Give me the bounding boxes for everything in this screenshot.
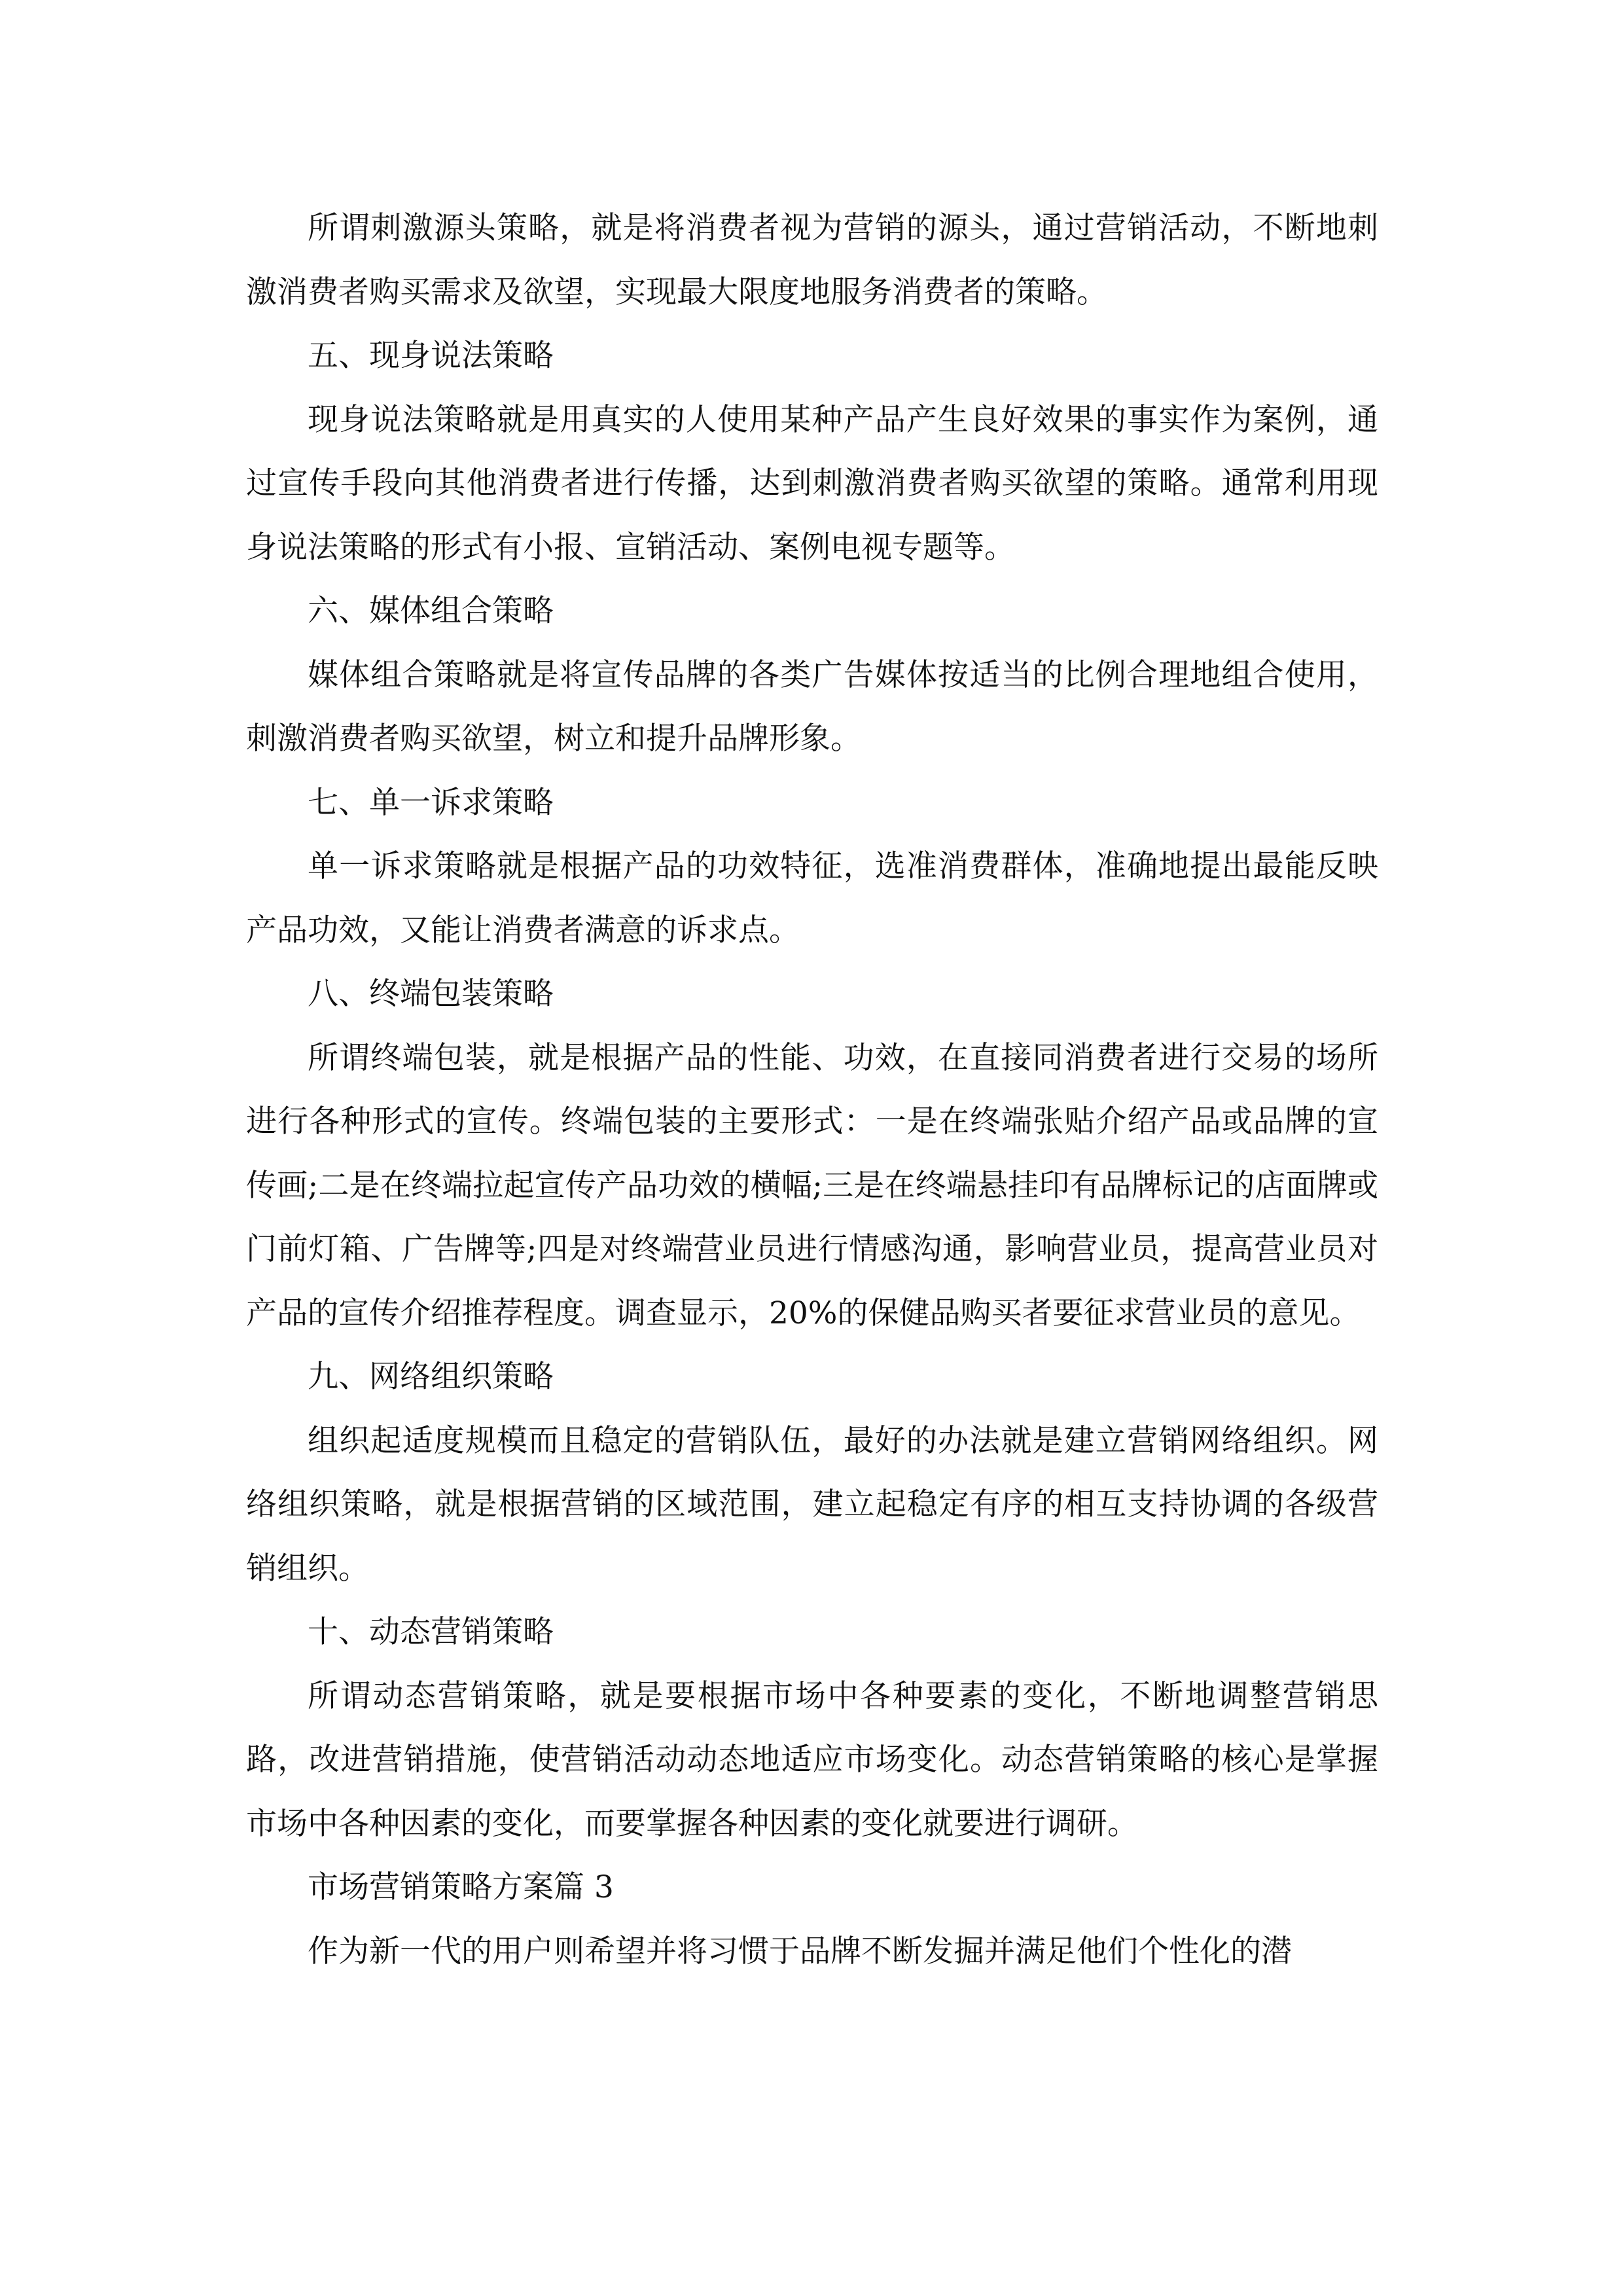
article-heading-3: 市场营销策略方案篇 3 [308, 1869, 614, 1905]
paragraph-testimonial: 现身说法策略就是用真实的人使用某种产品产生良好效果的事实作为案例，通过宣传手段向其他消费者进行传播，达到刺激消费者购买欲望的策略。通常利用现身说法策略的形式有小报、宣销活动、案例电视专题等。 [246, 401, 1378, 565]
paragraph-network-organization: 组织起适度规模而且稳定的营销队伍，最好的办法就是建立营销网络组织。网络组织策略，就是根据营销的区域范围，建立起稳定有序的相互支持协调的各级营销组织。 [246, 1422, 1378, 1587]
paragraph-single-appeal: 单一诉求策略就是根据产品的功效特征，选准消费群体，准确地提出最能反映产品功效，又能让消费者满意的诉求点。 [246, 848, 1378, 948]
section-heading-7: 七、单一诉求策略 [308, 784, 554, 821]
document-body [246, 196, 1378, 1983]
paragraph-dynamic-marketing: 所谓动态营销策略，就是要根据市场中各种要素的变化，不断地调整营销思路，改进营销措施，使营销活动动态地适应市场变化。动态营销策略的核心是掌握市场中各种因素的变化，而要掌握各种因素的变化就要进行调研。 [246, 1677, 1378, 1842]
paragraph-stimulus-source: 所谓刺激源头策略，就是将消费者视为营销的源头，通过营销活动，不断地刺激消费者购买需求及欲望，实现最大限度地服务消费者的策略。 [246, 210, 1378, 310]
paragraph-media-mix: 媒体组合策略就是将宣传品牌的各类广告媒体按适当的比例合理地组合使用，刺激消费者购买欲望，树立和提升品牌形象。 [246, 656, 1378, 757]
section-heading-10: 十、动态营销策略 [308, 1614, 554, 1650]
paragraph-terminal-packaging: 所谓终端包装，就是根据产品的性能、功效，在直接同消费者进行交易的场所进行各种形式的宣传。终端包装的主要形式：一是在终端张贴介绍产品或品牌的宣传画;二是在终端拉起宣传产品功效的横幅;三是在终端悬挂印有品牌标记的店面牌或门前灯箱、广告牌等;四是对终端营业员进行情感沟通，影响营业员，提高营业员对产品的宣传介绍推荐程度。调查显示，20%的保健品购买者要征求营业员的意见。 [246, 1039, 1378, 1331]
section-heading-5: 五、现身说法策略 [308, 338, 554, 374]
paragraph-new-generation: 作为新一代的用户则希望并将习惯于品牌不断发掘并满足他们个性化的潜 [308, 1933, 1292, 1969]
section-heading-9: 九、网络组织策略 [308, 1359, 554, 1395]
section-heading-8: 八、终端包装策略 [308, 976, 554, 1012]
section-heading-6: 六、媒体组合策略 [308, 593, 554, 629]
